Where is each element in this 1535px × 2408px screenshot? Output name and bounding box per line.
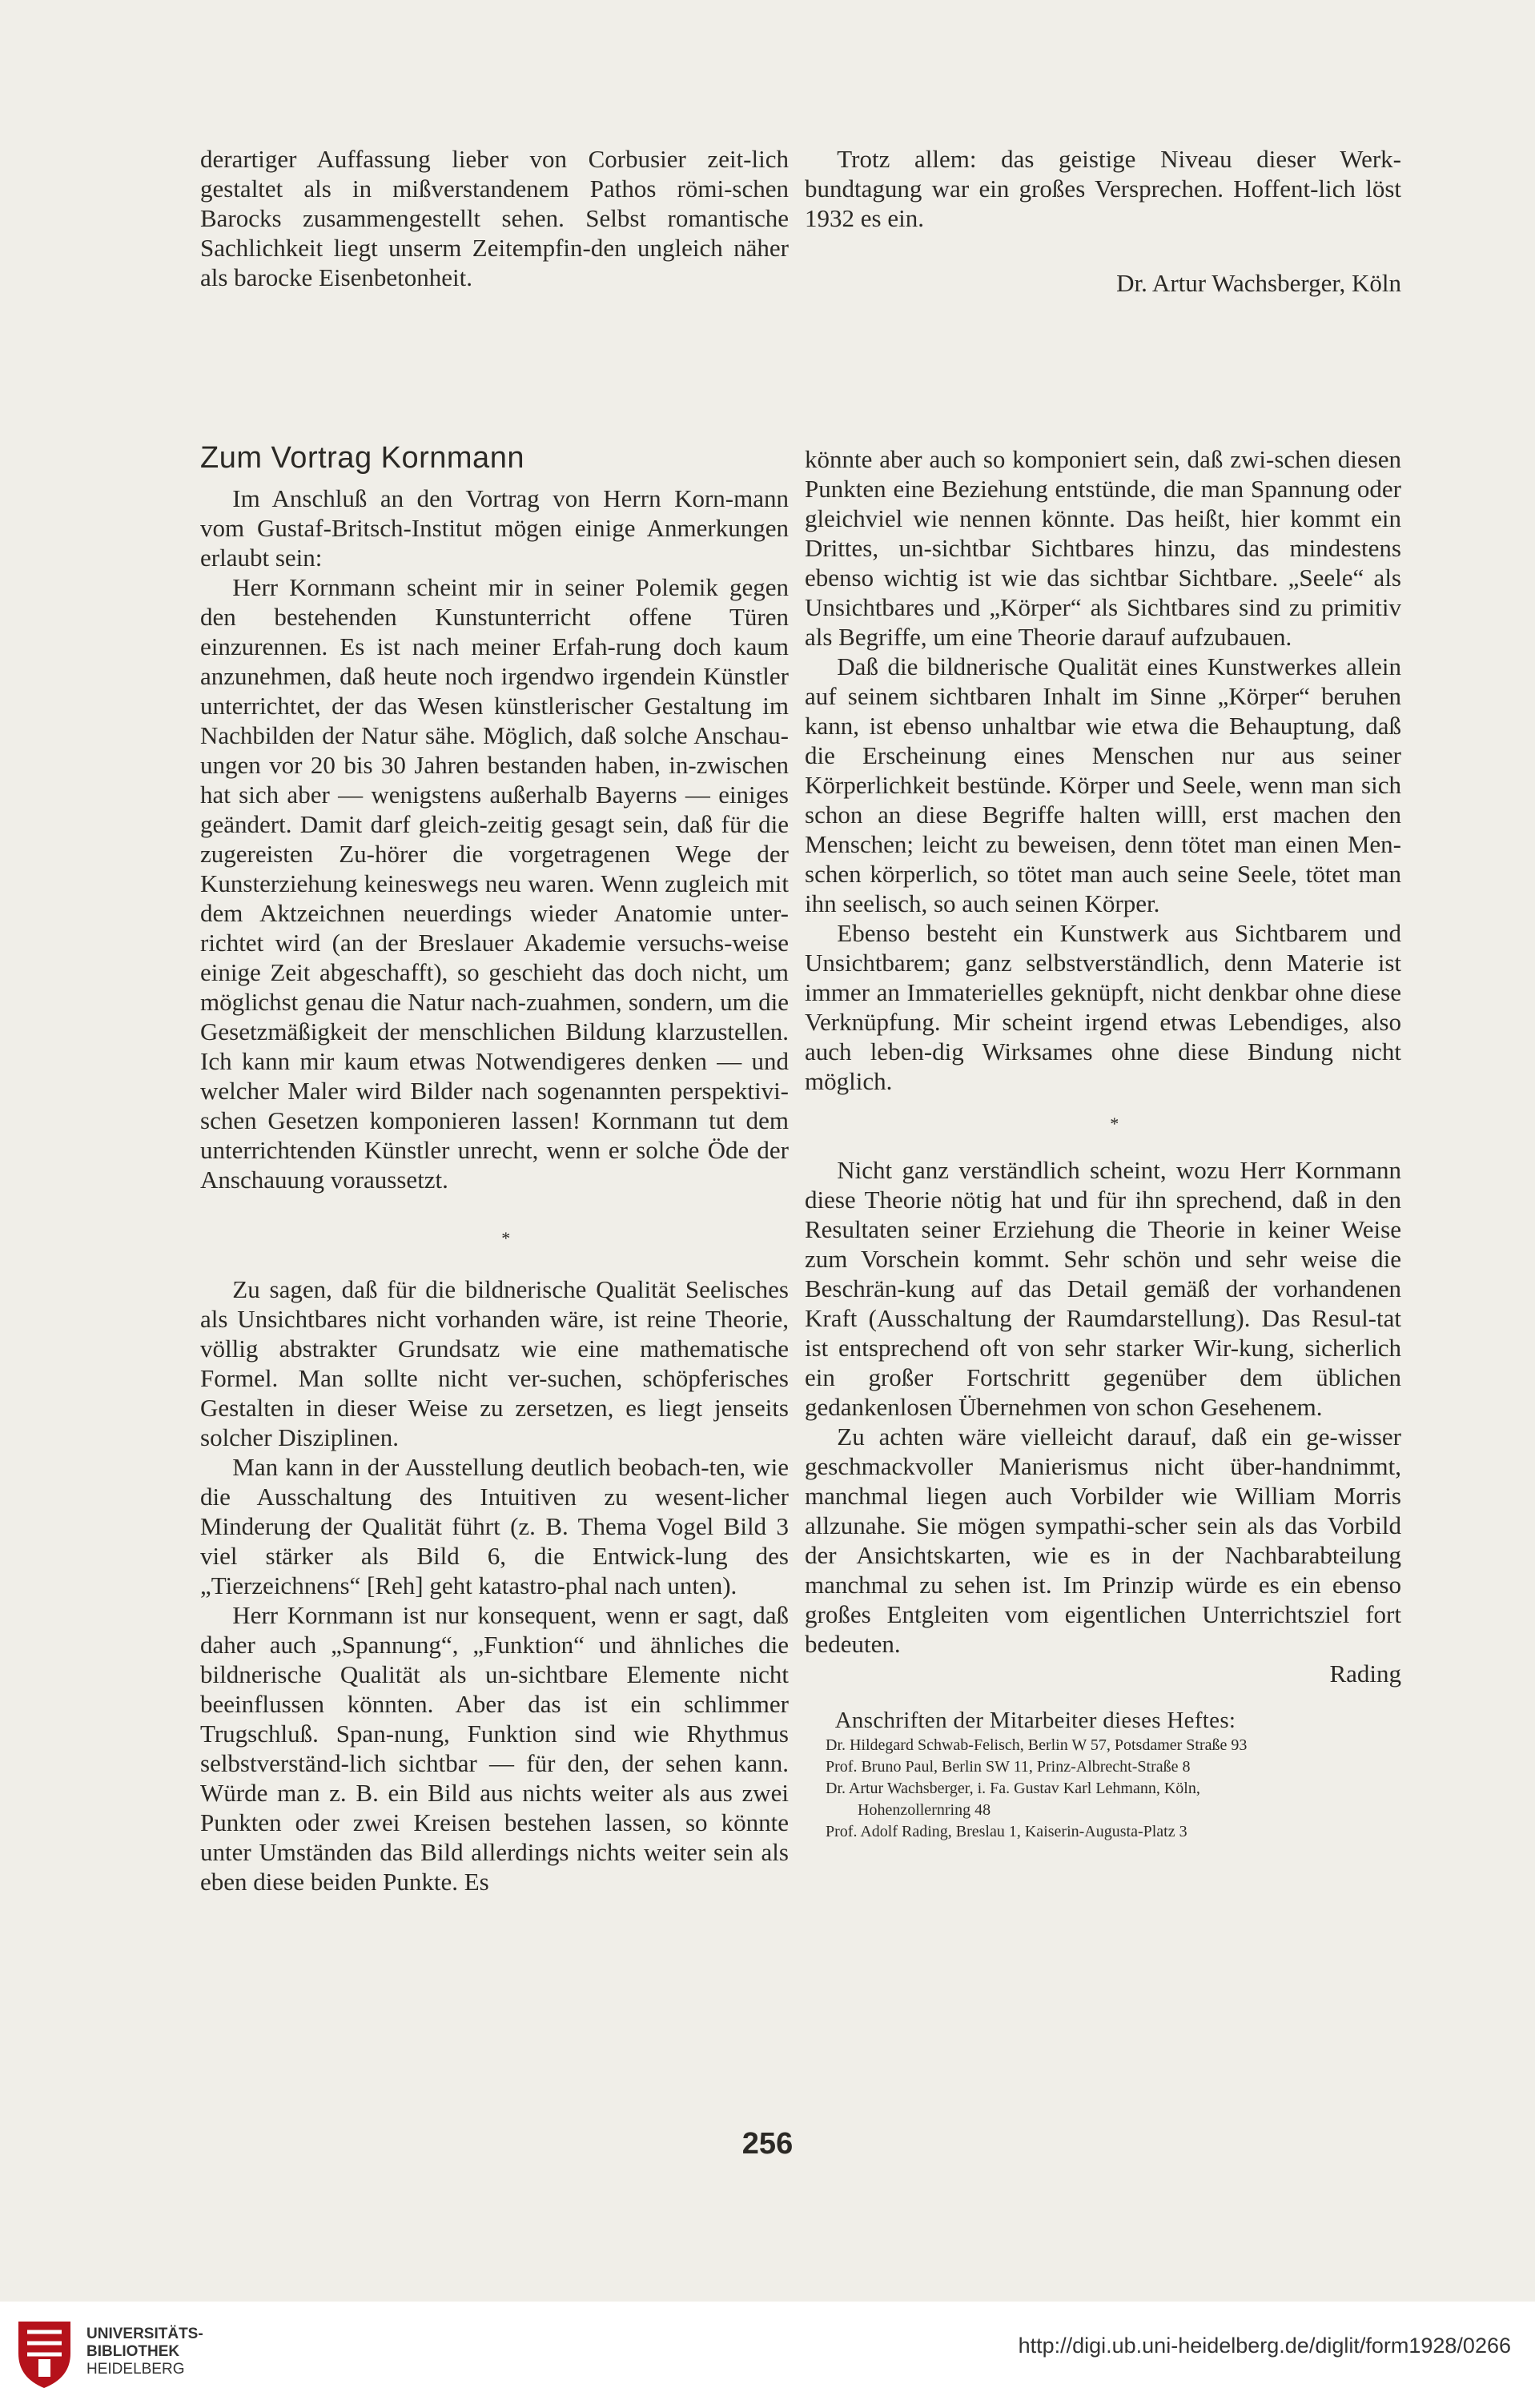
paragraph: Daß die bildnerische Qualität eines Kunstwerkes allein auf seinem sichtbaren Inhalt im Sinne „Körper“ beruhen kann, ist ebenso unhaltbar wie etwa die Behauptung, daß die Erscheinung eines Menschen nur aus seiner Körperlichkeit bestünde. Körper und Seele, wenn man sich schon an diese Begriffe halten willl, erst machen den Menschen; leicht zu beweisen, denn tötet man einen Men-schen körperlich, so tötet man auch seine Seele, tötet man ihn seelisch, so auch seinen Körper. (805, 652, 1401, 917)
paragraph: Herr Kornmann scheint mir in seiner Polemik gegen den bestehenden Kunstunterricht offene Türen einzurennen. Es ist nach meiner Erfah-rung doch kaum anzunehmen, daß heute noch irgendwo irgendein Künstler unterrichtet, der das Wesen künstlerischer Gestaltung im Nachbilden der Natur sähe. Möglich, daß solche Anschau-ungen vor 20 bis 30 Jahren bestanden haben, in-zwischen hat sich aber — wenigstens außerhalb Bayerns — einiges geändert. Damit darf gleich-zeitig gesagt sein, daß für die zugereisten Zu-hörer die vorgetragenen Wege der Kunsterziehung keineswegs neu waren. Wenn zugleich mit dem Aktzeichnen neuerdings wieder Anatomie unter-richtet wird (an der Breslauer Akademie versuchs-weise einige Zeit abgeschafft), so geschieht das doch nicht, um möglichst genau die Natur nach-zuahmen, sondern, um die Gesetzmäßigkeit der menschlichen Bildung klarzustellen. Ich kann mir kaum etwas Notwendigeres denken — und welcher Maler wird Bilder nach sogenannten perspektivi-schen Gesetzen komponieren lassen! Kornmann tut dem unterrichtenden Künstler unrecht, wenn er solche Öde der Anschauung voraussetzt. (200, 573, 789, 1194)
library-name (86, 2326, 203, 2378)
section-separator: * (501, 1228, 511, 1248)
address-line: Dr. Artur Wachsberger, i. Fa. Gustav Karl Lehmann, Köln, (826, 1780, 1200, 1797)
paragraph: Herr Kornmann ist nur konsequent, wenn er sagt, daß daher auch „Spannung“, „Funktion“ und ähnliches die bildnerische Qualität als un-sichtbare Elemente nicht beeinflussen könnten. Aber das ist ein schlimmer Trugschluß. Span-nung, Funktion sind wie Rhythmus selbstverständ-lich sichtbar — für den, der sehen kann. Würde man z. B. ein Bild aus nichts weiter als aus zwei Punkten oder zwei Kreisen bestehen lassen, so könnte unter Umständen das Bild allerdings nichts weiter sein als eben diese beiden Punkte. Es (200, 1601, 789, 1896)
university-library-logo-icon (14, 2318, 74, 2390)
library-name-line: HEIDELBERG (86, 2361, 185, 2378)
left-column-top-text (200, 144, 789, 292)
address-line: Hohenzollernring 48 (858, 1801, 991, 1819)
article-heading: Zum Vortrag Kornmann (200, 441, 524, 475)
address-line: Prof. Adolf Rading, Breslau 1, Kaiserin-Augusta-Platz 3 (826, 1823, 1187, 1840)
paragraph: könnte aber auch so komponiert sein, daß zwi-schen diesen Punkten eine Beziehung entstünde, die man Spannung oder gleichviel wie nennen könnte. Das heißt, hier kommt ein Drittes, un-sichtbar Sichtbares hinzu, das mindestens ebenso wichtig ist wie das sichtbar Sichtbare. „Seele“ als Unsichtbares und „Körper“ als Sichtbares sind zu primitiv als Begriffe, um eine Theorie darauf aufzubauen. (805, 445, 1401, 651)
author-signature: Rading (1329, 1660, 1401, 1688)
library-name-line: UNIVERSITÄTS- (86, 2326, 203, 2342)
paragraph: Trotz allem: das geistige Niveau dieser Werk-bundtagung war ein großes Versprechen. Hoffent-lich löst 1932 es ein. (805, 145, 1401, 232)
address-line: Prof. Bruno Paul, Berlin SW 11, Prinz-Albrecht-Straße 8 (826, 1758, 1191, 1776)
source-url-link[interactable]: http://digi.ub.uni-heidelberg.de/diglit/form1928/0266 (1018, 2334, 1511, 2358)
paragraph: derartiger Auffassung lieber von Corbusier zeit-lich gestaltet als in mißverstandenem Pathos römi-schen Barocks zusammengestellt sehen. Selbst romantische Sachlichkeit liegt unserm Zeitempfin-den ungleich näher als barocke Eisenbetonheit. (200, 145, 789, 291)
paragraph: Ebenso besteht ein Kunstwerk aus Sichtbarem und Unsichtbarem; ganz selbstverständlich, denn Materie ist immer an Immaterielles geknüpft, nicht denkbar ohne diese Verknüpfung. Mir scheint irgend etwas Lebendiges, also auch leben-dig Wirksames ohne diese Bindung nicht möglich. (805, 919, 1401, 1095)
paragraph: Zu achten wäre vielleicht darauf, daß ein ge-wisser geschmackvoller Manierismus nicht über-handnimmt, manchmal liegen auch Vorbilder wie William Morris allzunahe. Sie mögen sympathi-scher sein als das Vorbild der Ansichtskarten, wie es in der Nachbarabteilung manchmal zu sehen ist. Im Prinzip würde es ein ebenso großes Entgleiten vom eigentlichen Unterrichtsziel fort bedeuten. (805, 1423, 1401, 1658)
page-number: 256 (741, 2127, 794, 2161)
paragraph: Man kann in der Ausstellung deutlich beobach-ten, wie die Ausschaltung des Intuitiven zu wesent-licher Minderung der Qualität führt (z. B. Thema Vogel Bild 3 viel stärker als Bild 6, die Entwick-lung des „Tierzeichnens“ [Reh] geht katastro-phal nach unten). (200, 1453, 789, 1599)
right-column-top-text (805, 144, 1401, 298)
paragraph: Im Anschluß an den Vortrag von Herrn Korn-mann vom Gustaf-Britsch-Institut mögen einige Anmerkungen erlaubt sein: (200, 484, 789, 572)
left-column-article (200, 440, 789, 1896)
digitization-footer (0, 2302, 1535, 2408)
section-separator: * (1110, 1114, 1119, 1134)
author-signature: Dr. Artur Wachsberger, Köln (1116, 269, 1401, 297)
paragraph: Nicht ganz verständlich scheint, wozu Herr Kornmann diese Theorie nötig hat und für ihn sprechend, daß in den Resultaten seiner Erziehung die Theorie in keiner Weise zum Vorschein kommt. Sehr schön und sehr weise die Beschrän-kung auf das Detail gemäß der vorhandenen Kraft (Ausschaltung der Raumdarstellung). Das Resul-tat ist entsprechend oft von sehr starker Wir-kung, sicherlich ein großer Fortschritt gegenüber dem üblichen gedankenlosen Übernehmen von schon Gesehenem. (805, 1156, 1401, 1421)
addresses-heading: Anschriften der Mitarbeiter dieses Heftes: (834, 1708, 1236, 1733)
right-column-article (805, 444, 1401, 1843)
address-line: Dr. Hildegard Schwab-Felisch, Berlin W 57, Potsdamer Straße 93 (826, 1736, 1248, 1754)
library-name-line: BIBLIOTHEK (86, 2343, 180, 2360)
paragraph: Zu sagen, daß für die bildnerische Qualität Seelisches als Unsichtbares nicht vorhanden wäre, ist reine Theorie, völlig abstrakter Grundsatz wie eine mathematische Formel. Man sollte nicht ver-suchen, schöpferisches Gestalten in dieser Weise zu zersetzen, es liegt jenseits solcher Disziplinen. (200, 1275, 789, 1451)
